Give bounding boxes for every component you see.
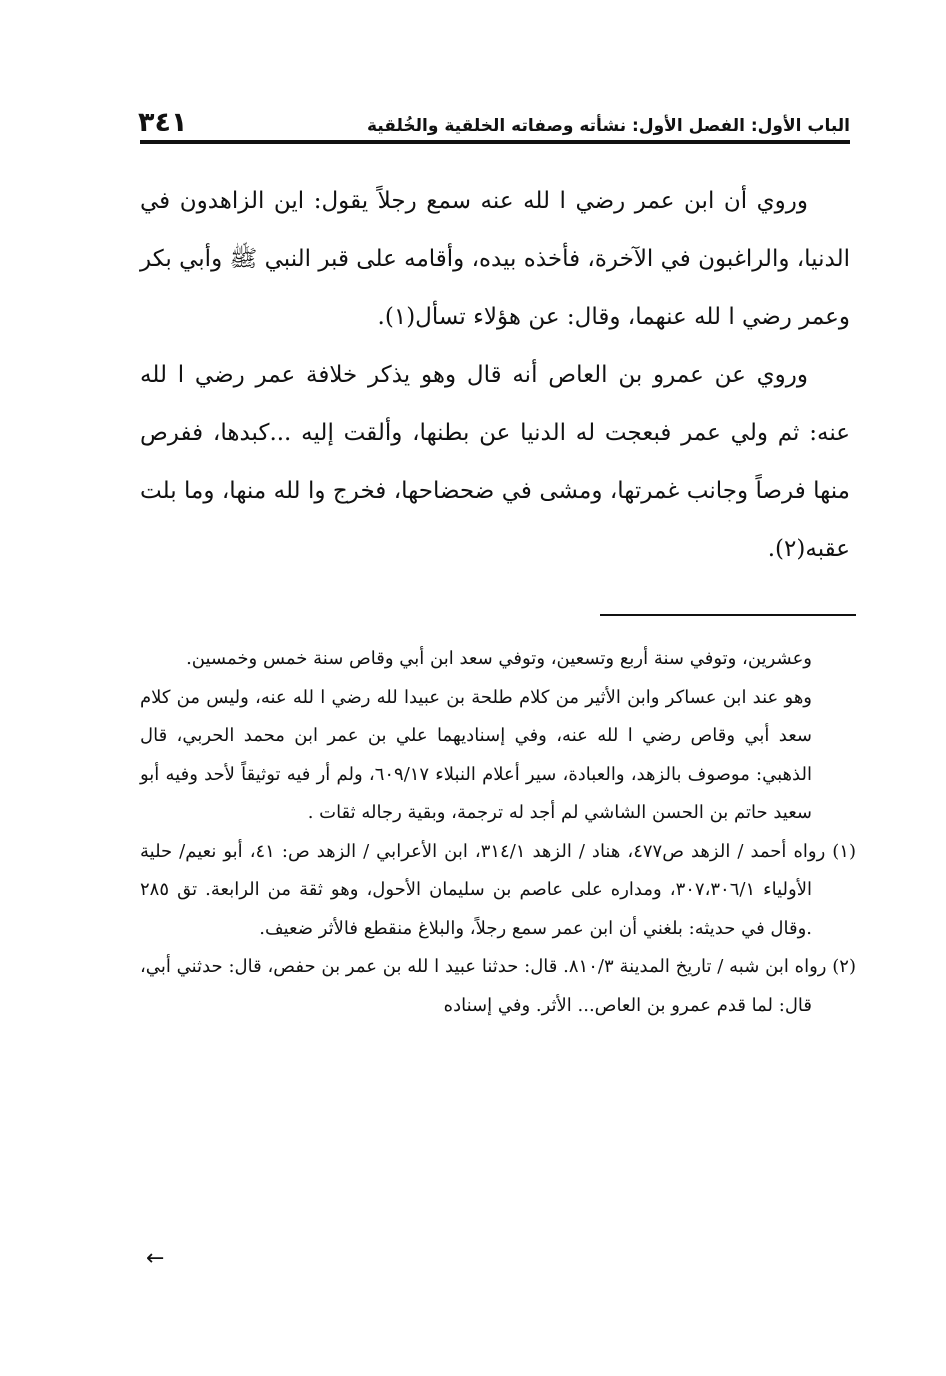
body-paragraph: وروي أن ابن عمر رضي ا لله عنه سمع رجلاً يقول: اين الزاهدون في الدنيا، والراغبون في الآخرة، فأخذه بيده، وأقامه على قبر النبي ﷺ وأبي بكر وعمر رضي ا لله عنهما، وقال: عن هؤلاء تسأل(١). — [140, 188, 850, 330]
body-paragraph: وروي عن عمرو بن العاص أنه قال وهو يذكر خلافة عمر رضي ا لله عنه: ثم ولي عمر فبعجت له الدنيا عن بطنها، وألقت إليه ...كبدها، ففرص منها فرصاً وجانب غمرتها، ومشى في ضحضاحها، فخرج وا لله منها، وما بلت عقبه(٢). — [140, 362, 850, 562]
main-text — [140, 172, 850, 578]
footnotes — [140, 640, 856, 1025]
footnote-1: (١) رواه أحمد / الزهد ص٤٧٧، هناد / الزهد ٣١٤/١، ابن الأعرابي / الزهد ص: ٤١، أبو نعيم/ حلية الأولياء ٣٠٧،٣٠٦/١، ومداره على عاصم بن سليمان الأحول، وهو ثقة من الرابعة. تق ٢٨٥ .وقال في حديثه: بلغني أن ابن عمر سمع رجلاً، والبلاغ منقطع فالأثر ضعيف. — [140, 840, 856, 939]
page-number: ٣٤١ — [138, 107, 188, 138]
header-rule — [140, 140, 850, 144]
footnote-separator — [600, 614, 856, 616]
footnote-2: (٢) رواه ابن شبه / تاريخ المدينة ٨١٠/٣. قال: حدثنا عبيد ا لله بن عمر بن حفص، قال: حدثني أبي، قال: لما قدم عمرو بن العاص... الأثر. وفي إسناده — [140, 956, 856, 1016]
footnote-continuation: وهو عند ابن عساكر وابن الأثير من كلام طلحة بن عبيدا لله رضي ا لله عنه، وليس من كلام سعد أبي وقاص رضي ا لله عنه، وفي إسناديهما علي بن عمر ابن محمد الحربي، قال الذهبي: موصوف بالزهد، والعبادة، سير أعلام النبلاء ٦٠٩/١٧، ولم أر فيه توثيقاً لأحد وفيه أبو سعيد حاتم بن الحسن الشاشي لم أجد له ترجمة، وبقية رجاله ثقات . — [140, 686, 812, 823]
running-header — [138, 96, 850, 136]
continue-arrow-icon: ← — [146, 1246, 165, 1271]
running-title: الباب الأول: الفصل الأول: نشأته وصفاته الخلقية والخُلقية — [366, 116, 850, 137]
footnote-continuation: وعشرين، وتوفي سنة أربع وتسعين، وتوفي سعد ابن أبي وقاص سنة خمس وخمسين. — [186, 648, 812, 669]
